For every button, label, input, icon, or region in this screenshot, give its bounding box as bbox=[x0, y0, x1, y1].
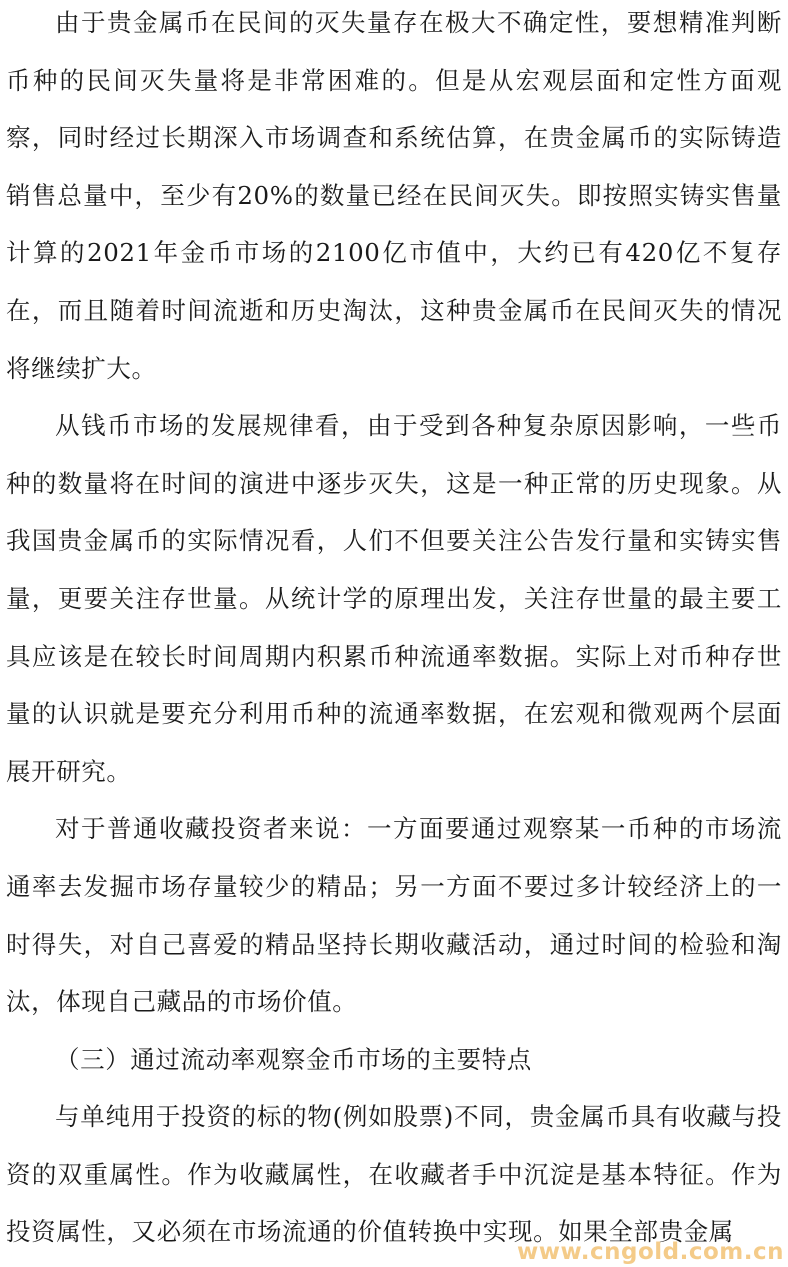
section-heading: （三）通过流动率观察金币市场的主要特点 bbox=[55, 1044, 532, 1074]
paragraph-3: 对于普通收藏投资者来说：一方面要通过观察某一币种的市场流通率去发掘市场存量较少的精品；另一方面不要过多计较经济上的一时得失，对自己喜爱的精品坚持长期收藏活动，通过时间的检验和淘汰，体现自己藏品的市场价值。 bbox=[6, 814, 782, 1017]
paragraph-2: 从钱币市场的发展规律看，由于受到各种复杂原因影响，一些币种的数量将在时间的演进中逐步灭失，这是一种正常的历史现象。从我国贵金属币的实际情况看，人们不但要关注公告发行量和实铸实售量，更要关注存世量。从统计学的原理出发，关注存世量的最主要工具应该是在较长时间周期内积累币种流通率数据。实际上对币种存世量的认识就是要充分利用币种的流通率数据，在宏观和微观两个层面展开研究。 bbox=[6, 411, 782, 786]
document-body bbox=[6, 0, 782, 1261]
site-watermark: www.cngold.com.cn bbox=[516, 1239, 784, 1265]
paragraph-1: 由于贵金属币在民间的灭失量存在极大不确定性，要想精准判断币种的民间灭失量将是非常困难的。但是从宏观层面和定性方面观察，同时经过长期深入市场调查和系统估算，在贵金属币的实际铸造销售总量中，至少有20%的数量已经在民间灭失。即按照实铸实售量计算的2021年金币市场的2100亿市值中，大约已有420亿不复存在，而且随着时间流逝和历史淘汰，这种贵金属币在民间灭失的情况将继续扩大。 bbox=[6, 8, 782, 383]
paragraph-4: 与单纯用于投资的标的物(例如股票)不同，贵金属币具有收藏与投资的双重属性。作为收藏属性，在收藏者手中沉淀是基本特征。作为投资属性，又必须在市场流通的价值转换中实现。如果全部贵金属 bbox=[6, 1102, 782, 1247]
